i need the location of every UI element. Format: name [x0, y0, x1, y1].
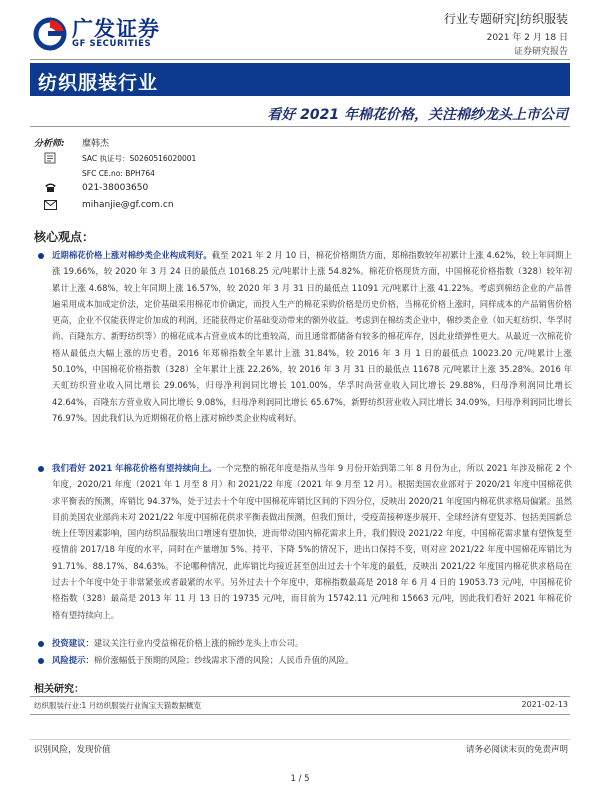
logo-text-cn: 广发证券	[72, 17, 160, 41]
key-point-2-lead: 我们看好 2021 年棉花价格有望持续向上。	[52, 463, 217, 473]
footer-slogan: 识别风险，发现价值	[34, 745, 111, 755]
key-point-4	[52, 652, 572, 669]
related-divider-bottom	[30, 714, 570, 715]
key-point-3	[52, 635, 572, 652]
report-subtitle: 看好 2021 年棉花价格，关注棉纱龙头上市公司	[267, 107, 568, 123]
key-point-1-lead: 近期棉花价格上涨对棉纱类企业构成利好。	[52, 250, 212, 260]
key-point-1	[52, 247, 572, 459]
report-date: 2021 年 2 月 18 日	[486, 33, 568, 43]
analyst-sfc: SFC CE.no: BPH764	[82, 169, 155, 178]
analyst-sac: SAC 执证号：S0260516020001	[82, 154, 197, 163]
bullet-marker	[38, 253, 44, 259]
footer-disclaimer-note: 请务必阅读末页的免责声明	[465, 745, 568, 755]
related-divider-top	[30, 696, 570, 697]
key-point-4-body: 棉价涨幅低于预期的风险；纱线需求下滑的风险；人民币升值的风险。	[93, 655, 354, 665]
key-point-2	[52, 460, 572, 656]
key-point-2-body: 一个完整的棉花年度是指从当年 9 月份开始到第二年 8 月份为止，所以 2021 年涉及棉花 2 个年度，2020/21 年度（2021 年 1 月至 8 月）和 2021/22 年度（2021 年 9 月至 12 月）。根据美国农业部对于 2020/21 年度中国棉花供求平衡表的预测，库销比 94.37%，处于过去十个年度中国棉花库销比区间的下四分位，反映出 2020/21 年度国内棉花供求格局偏紧。虽然目前美国农业部尚未对 2021/22 年度中国棉花供求平衡表做出预测，但我们预计，受疫苗接种逐步展开、全球经济有望复苏、包括美国新总统上任等因素影响，国内纺织品服装出口增速有望加快，进而带动国内棉花需求上升，我们假设 2021/22 年度，中国棉花需求量有望恢复至疫情前 2017/18 年度的水平，同时在产量增加 5%、持平、下降 5%的情况下，进出口保持不变，则对应 2021/22 年度中国棉花库销比为 91.71%、88.17%、84.63%。不论哪种情况，此库销比均接近甚至创出过去十个年度的最低，反映出 2021/22 年度国内棉花供求格局在过去十个年度中处于非常紧张或者最紧的水平。另外过去十个年度中，郑棉指数最高是 2018 年 6 月 4 日的 19053.73 元/吨，中国棉花价格指数（328）最高是 2013 年 11 月 13 日的 19735 元/吨，而目前为 15742.11 元/吨和 15663 元/吨，因此我们看好 2021 年棉花价格有望持续向上。	[52, 463, 572, 620]
bullet-marker	[38, 658, 44, 664]
bullet-marker	[38, 466, 44, 472]
analyst-email[interactable]: mihanjie@gf.com.cn	[82, 200, 174, 210]
subtitle-divider	[30, 126, 570, 127]
key-point-1-body: 截至 2021 年 2 月 10 日，棉花价格期货方面，郑棉指数较年初累计上涨 4.62%，较上年同期上涨 19.66%，较 2020 年 3 月 24 日的最低点 10168.25 元/吨累计上涨 54.82%。棉花价格现货方面，中国棉花价格指数（328）较年初累计上涨 4.68%，较上年同期上涨 16.57%，较 2020 年 3 月 31 日的最低点 11091 元/吨累计上涨 41.22%。考虑到棉纺企业的产品普遍采用成本加成定价法，定价基础采用棉花市价确定，而投入生产的棉花采购价格是历史价格，当棉花价格上涨时，同样成本的产品销售价格更高，企业不仅能获得定价加成的利润，还能获得定价基础变动带来的额外收益。考虑到在棉纺类企业中，棉纱类企业（如天虹纺织、华孚时尚、百隆东方、新野纺织等）的棉花成本占营业成本的比重较高，而且通常都储备有较多的棉花库存，因此业绩弹性更大。从最近一次棉花价格从最低点大幅上涨的历史看，2016 年郑棉指数全年累计上涨 31.84%，较 2016 年 3 月 1 日的最低点 10023.20 元/吨累计上涨 50.10%，中国棉花价格指数（328）全年累计上涨 22.26%，较 2016 年 3 月 31 日的最低点 11678 元/吨累计上涨 35.28%。2016 年天虹纺织营业收入同比增长 29.06%，归母净利润同比增长 101.00%，华孚时尚营业收入同比增长 29.88%，归母净利润同比增长 42.64%，百隆东方营业收入同比增长 9.08%，归母净利润同比增长 65.67%，新野纺织营业收入同比增长 34.09%，归母净利润同比增长 76.97%。因此我们认为近期棉花价格上涨对棉纱类企业构成利好。	[52, 250, 572, 423]
key-points-title: 核心观点：	[34, 230, 95, 244]
analyst-phone: 021-38003650	[82, 183, 149, 193]
key-point-3-lead: 投资建议：	[52, 638, 94, 648]
footer-divider	[30, 739, 570, 740]
header-divider	[30, 59, 570, 60]
bullet-marker	[38, 641, 44, 647]
analyst-name: 糜韩杰	[82, 139, 110, 149]
key-point-3-body: 建议关注行业内受益棉花价格上涨的棉纱龙头上市公司。	[93, 638, 304, 648]
banner-title: 纺织服装行业	[38, 72, 159, 94]
analyst-label: 分析师:	[34, 139, 65, 149]
related-research-item[interactable]: 纺织服装行业:1 月纺织服装行业淘宝天猫数据概览	[34, 701, 202, 710]
document-icon	[44, 152, 56, 164]
page-number: 1 / 5	[290, 774, 310, 784]
report-category: 行业专题研究|纺织服装	[443, 12, 568, 26]
key-point-4-lead: 风险提示：	[52, 655, 94, 665]
related-research-title: 相关研究：	[34, 684, 84, 695]
phone-icon	[44, 182, 57, 193]
email-icon	[44, 200, 57, 210]
report-type: 证券研究报告	[513, 47, 568, 57]
logo-text-en: GF SECURITIES	[72, 39, 152, 49]
related-research-date: 2021-02-13	[521, 700, 568, 709]
